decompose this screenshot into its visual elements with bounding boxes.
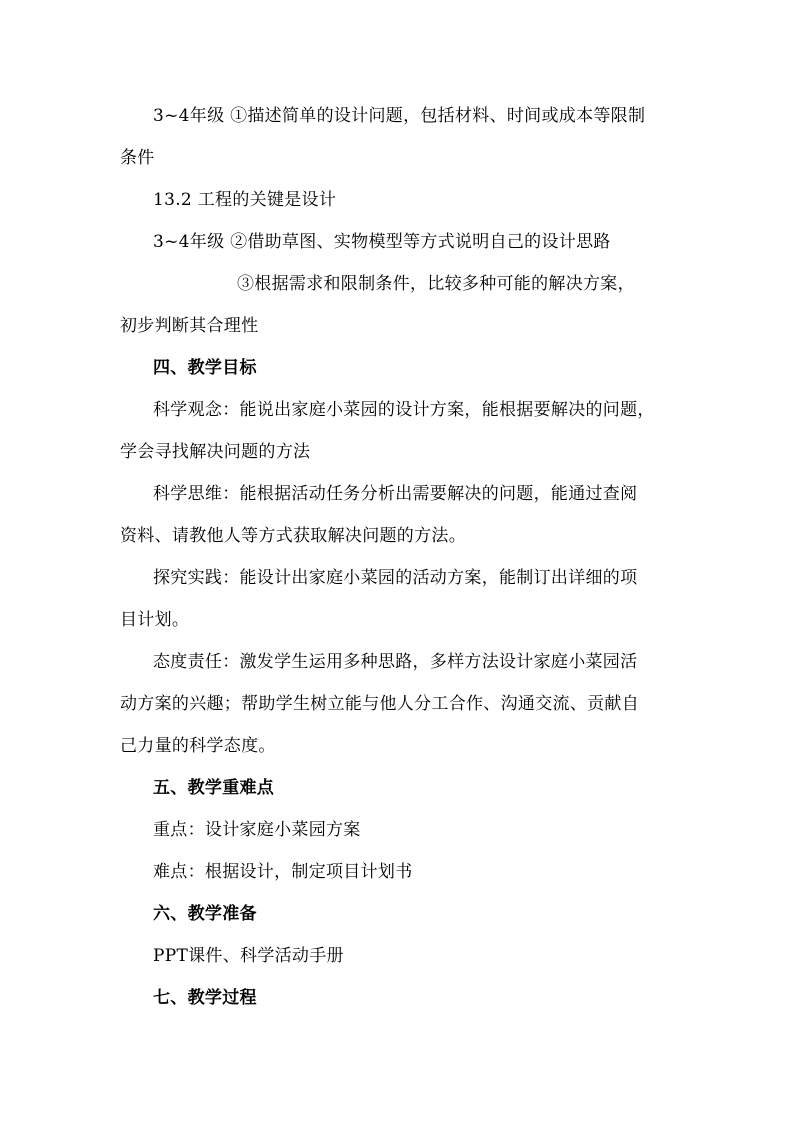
preparation-text: PPT课件、科学活动手册 — [153, 946, 344, 966]
goal-scientific-concept-line-1: 科学观念：能说出家庭小菜园的设计方案，能根据要解决的问题， — [153, 400, 655, 420]
section-heading-key-points: 五、教学重难点 — [153, 778, 275, 798]
standard-line-6: 初步判断其合理性 — [120, 316, 259, 336]
goal-scientific-thinking-line-2: 资料、请教他人等方式获取解决问题的方法。 — [120, 526, 466, 546]
standard-line-4: 3~4年级 ②借助草图、实物模型等方式说明自己的设计思路 — [153, 232, 611, 252]
goal-scientific-thinking-line-1: 科学思维：能根据活动任务分析出需要解决的问题，能通过查阅 — [153, 484, 638, 504]
goal-attitude-line-1: 态度责任：激发学生运用多种思路，多样方法设计家庭小菜园活 — [153, 652, 638, 672]
goal-attitude-line-3: 己力量的科学态度。 — [120, 736, 276, 756]
goal-inquiry-practice-line-2: 目计划。 — [120, 610, 190, 630]
standard-line-2: 条件 — [120, 148, 155, 168]
section-heading-objectives: 四、教学目标 — [153, 358, 257, 378]
section-heading-preparation: 六、教学准备 — [153, 904, 257, 924]
standard-line-1: 3~4年级 ①描述简单的设计问题，包括材料、时间或成本等限制 — [153, 106, 646, 126]
goal-scientific-concept-line-2: 学会寻找解决问题的方法 — [120, 442, 311, 462]
section-heading-process: 七、教学过程 — [153, 988, 257, 1008]
difficult-point: 难点：根据设计，制定项目计划书 — [153, 862, 413, 882]
goal-attitude-line-2: 动方案的兴趣；帮助学生树立能与他人分工合作、沟通交流、贡献自 — [120, 694, 639, 714]
key-point: 重点：设计家庭小菜园方案 — [153, 820, 361, 840]
standard-line-5: ③根据需求和限制条件，比较多种可能的解决方案， — [237, 274, 635, 294]
goal-inquiry-practice-line-1: 探究实践：能设计出家庭小菜园的活动方案，能制订出详细的项 — [153, 568, 638, 588]
standard-line-3: 13.2 工程的关键是设计 — [153, 190, 337, 210]
